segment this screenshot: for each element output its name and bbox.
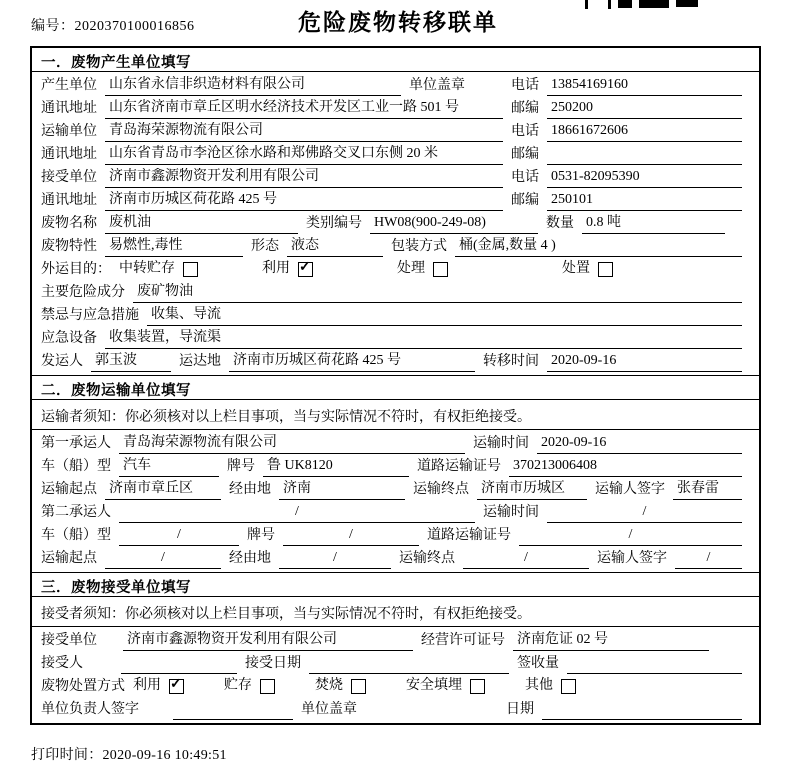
checkbox-field	[133, 677, 184, 697]
field-label: 主要危险成分	[41, 285, 125, 300]
checkbox-checked-icon	[169, 679, 184, 694]
field-value	[567, 672, 742, 674]
field-label: 运输终点	[399, 551, 455, 566]
field-label: 道路运输证号	[427, 528, 511, 543]
form-row	[41, 142, 750, 165]
form-row	[41, 280, 750, 303]
manifest-form	[30, 46, 761, 725]
form-row	[41, 523, 750, 546]
field-label: 运达地	[179, 354, 221, 369]
field-value	[309, 672, 509, 674]
field-value: /	[283, 526, 419, 546]
form-row	[41, 257, 750, 280]
form-row	[41, 211, 750, 234]
spacer	[190, 696, 224, 697]
field-label: 废物特性	[41, 239, 97, 254]
field-label: 运输时间	[483, 505, 539, 520]
section-rows	[32, 72, 759, 375]
stamp-mark-icon	[618, 0, 632, 8]
stamp-mark-icon	[639, 0, 669, 8]
field-value: 2020-09-16	[537, 434, 742, 454]
field-label: 形态	[251, 239, 279, 254]
checkbox-label: 焚烧	[315, 678, 343, 693]
field-value: 济南市鑫源物资开发利用有限公司	[123, 631, 413, 651]
field-value: /	[519, 526, 742, 546]
field-value	[121, 672, 237, 674]
page-title: 危险废物转移联单	[298, 9, 498, 35]
checkbox-label: 利用	[133, 678, 161, 693]
field-label: 邮编	[511, 147, 539, 162]
field-label: 产生单位	[41, 78, 97, 93]
section-receiver	[32, 572, 759, 723]
receiver-notice: 接受者须知：你必须核对以上栏目事项，当与实际情况不符时，有权拒绝接受。	[32, 597, 759, 627]
print-time-label: 打印时间：	[31, 748, 103, 763]
field-value: 汽车	[119, 457, 219, 477]
checkbox-icon	[598, 262, 613, 277]
field-value: 济南市历城区荷花路 425 号	[229, 352, 475, 372]
field-label: 禁忌与应急措施	[41, 308, 139, 323]
field-label: 邮编	[511, 101, 539, 116]
field-value: /	[547, 503, 742, 523]
field-value: 2020-09-16	[547, 352, 742, 372]
section-title: 二．废物运输单位填写	[32, 376, 759, 400]
form-row	[41, 697, 750, 720]
field-label: 日期	[506, 702, 534, 717]
field-value: 山东省永信非织造材料有限公司	[105, 76, 401, 96]
form-row	[41, 188, 750, 211]
form-row	[41, 477, 750, 500]
field-value: 370213006408	[509, 457, 742, 477]
form-row	[41, 96, 750, 119]
field-value: 0.8 吨	[582, 214, 725, 234]
field-label: 接受单位	[41, 633, 97, 648]
field-label: 车（船）型	[41, 528, 111, 543]
print-time	[31, 744, 227, 764]
field-value: /	[119, 503, 475, 523]
form-row	[41, 303, 750, 326]
field-value: 易燃性,毒性	[105, 237, 243, 257]
section-title: 三．废物接受单位填写	[32, 573, 759, 597]
field-value	[542, 718, 742, 720]
field-value: 桶(金属,数量 4 )	[455, 237, 742, 257]
field-value: 250200	[547, 99, 742, 119]
field-label: 道路运输证号	[417, 459, 501, 474]
field-value: 济南市历城区	[477, 480, 587, 500]
field-label: 单位盖章	[409, 78, 465, 93]
stamp-mark-icon	[676, 0, 698, 7]
field-label: 车（船）型	[41, 459, 111, 474]
spacer	[319, 279, 397, 280]
spacer	[204, 279, 262, 280]
spacer	[473, 95, 511, 96]
checkbox-icon	[433, 262, 448, 277]
field-label: 运输人签字	[595, 482, 665, 497]
field-value: 收集装置，导流渠	[105, 329, 742, 349]
field-value: 250101	[547, 191, 742, 211]
field-label: 转移时间	[483, 354, 539, 369]
form-row	[41, 119, 750, 142]
field-label: 通讯地址	[41, 101, 97, 116]
field-value: 济南危证 02 号	[513, 631, 709, 651]
field-label: 废物名称	[41, 216, 97, 231]
field-label: 接受单位	[41, 170, 97, 185]
section-title: 一．废物产生单位填写	[32, 48, 759, 72]
transporter-notice: 运输者须知：你必须核对以上栏目事项，当与实际情况不符时，有权拒绝接受。	[32, 400, 759, 430]
form-row	[41, 73, 750, 96]
field-value: /	[105, 549, 221, 569]
stamp-mark-icon	[585, 0, 611, 9]
field-label: 运输单位	[41, 124, 97, 139]
field-value: /	[675, 549, 742, 569]
field-value: HW08(900-249-08)	[370, 214, 538, 234]
section-rows	[32, 430, 759, 572]
field-value: 张春雷	[673, 480, 742, 500]
form-row	[41, 651, 750, 674]
field-label: 邮编	[511, 193, 539, 208]
field-value: 废机油	[105, 214, 298, 234]
form-row	[41, 431, 750, 454]
field-label: 牌号	[227, 459, 255, 474]
field-label: 通讯地址	[41, 147, 97, 162]
section-transporter	[32, 375, 759, 572]
checkbox-label: 利用	[262, 261, 290, 276]
field-value: 青岛海荣源物流有限公司	[105, 122, 503, 142]
checkbox-label: 其他	[525, 678, 553, 693]
checkbox-field	[406, 677, 485, 697]
field-label: 数量	[546, 216, 574, 231]
field-value: 液态	[287, 237, 383, 257]
spacer	[105, 650, 123, 651]
checkbox-label: 中转贮存	[119, 261, 175, 276]
checkbox-icon	[561, 679, 576, 694]
checkbox-label: 处理	[397, 261, 425, 276]
field-label: 第一承运人	[41, 436, 111, 451]
field-label: 电话	[511, 170, 539, 185]
field-label: 单位盖章	[301, 702, 357, 717]
checkbox-field	[397, 260, 448, 280]
field-value: /	[279, 549, 391, 569]
field-label: 运输起点	[41, 482, 97, 497]
field-value: 收集、导流	[147, 306, 742, 326]
checkbox-icon	[260, 679, 275, 694]
field-value: 0531-82095390	[547, 168, 742, 188]
field-label: 接受日期	[245, 656, 301, 671]
field-label: 应急设备	[41, 331, 97, 346]
field-value: 山东省济南市章丘区明水经济技术开发区工业一路 501 号	[105, 99, 503, 119]
spacer	[372, 696, 406, 697]
form-row	[41, 546, 750, 569]
field-value: /	[119, 526, 239, 546]
print-time-value: 2020-09-16 10:49:51	[102, 748, 227, 763]
form-row	[41, 349, 750, 372]
form-row	[41, 674, 750, 697]
field-label: 签收量	[517, 656, 559, 671]
field-label: 废物处置方式	[41, 679, 125, 694]
checkbox-label: 安全填埋	[406, 678, 462, 693]
field-label: 电话	[511, 124, 539, 139]
document-number-label: 编号：	[31, 19, 75, 34]
form-row	[41, 234, 750, 257]
section-producer	[32, 48, 759, 375]
field-label: 第二承运人	[41, 505, 111, 520]
form-row	[41, 500, 750, 523]
checkbox-field	[224, 677, 275, 697]
spacer	[281, 696, 315, 697]
field-label: 经营许可证号	[421, 633, 505, 648]
checkbox-field	[562, 260, 613, 280]
checkbox-field	[315, 677, 366, 697]
field-label: 包装方式	[391, 239, 447, 254]
field-value: 郭玉波	[91, 352, 171, 372]
field-value: 鲁 UK8120	[263, 457, 409, 477]
checkbox-label: 处置	[562, 261, 590, 276]
checkbox-label: 贮存	[224, 678, 252, 693]
field-label: 经由地	[229, 482, 271, 497]
field-label: 运输人签字	[597, 551, 667, 566]
checkbox-field	[119, 260, 198, 280]
checkbox-field	[525, 677, 576, 697]
checkbox-field	[262, 260, 313, 280]
field-value: 废矿物油	[133, 283, 742, 303]
checkbox-icon	[351, 679, 366, 694]
field-label: 运输时间	[473, 436, 529, 451]
field-label: 牌号	[247, 528, 275, 543]
field-label: 通讯地址	[41, 193, 97, 208]
field-value: 济南市鑫源物资开发利用有限公司	[105, 168, 503, 188]
spacer	[491, 696, 525, 697]
field-value: 济南市章丘区	[105, 480, 221, 500]
field-label: 运输起点	[41, 551, 97, 566]
field-value: 济南	[279, 480, 405, 500]
section-rows	[32, 627, 759, 723]
field-label: 经由地	[229, 551, 271, 566]
field-label: 单位负责人签字	[41, 702, 139, 717]
form-row	[41, 454, 750, 477]
field-label: 类别编号	[306, 216, 362, 231]
field-value: 18661672606	[547, 122, 742, 142]
field-label: 外运目的：	[41, 262, 111, 277]
field-value: 青岛海荣源物流有限公司	[119, 434, 465, 454]
spacer	[91, 673, 121, 674]
field-value	[547, 163, 742, 165]
cutoff-stamp-marks	[585, 0, 698, 9]
field-value: 13854169160	[547, 76, 742, 96]
field-value	[173, 718, 293, 720]
form-row	[41, 165, 750, 188]
field-value: /	[463, 549, 589, 569]
form-row	[41, 326, 750, 349]
field-value: 济南市历城区荷花路 425 号	[105, 191, 503, 211]
spacer	[454, 279, 562, 280]
checkbox-checked-icon	[298, 262, 313, 277]
field-value: 山东省青岛市李沧区徐水路和郑佛路交叉口东侧 20 米	[105, 145, 503, 165]
spacer	[365, 719, 506, 720]
checkbox-icon	[183, 262, 198, 277]
checkbox-icon	[470, 679, 485, 694]
document-number-value: 2020370100016856	[74, 19, 195, 34]
field-label: 接受人	[41, 656, 83, 671]
field-label: 发运人	[41, 354, 83, 369]
form-row	[41, 628, 750, 651]
spacer	[147, 719, 173, 720]
field-label: 运输终点	[413, 482, 469, 497]
field-label: 电话	[511, 78, 539, 93]
